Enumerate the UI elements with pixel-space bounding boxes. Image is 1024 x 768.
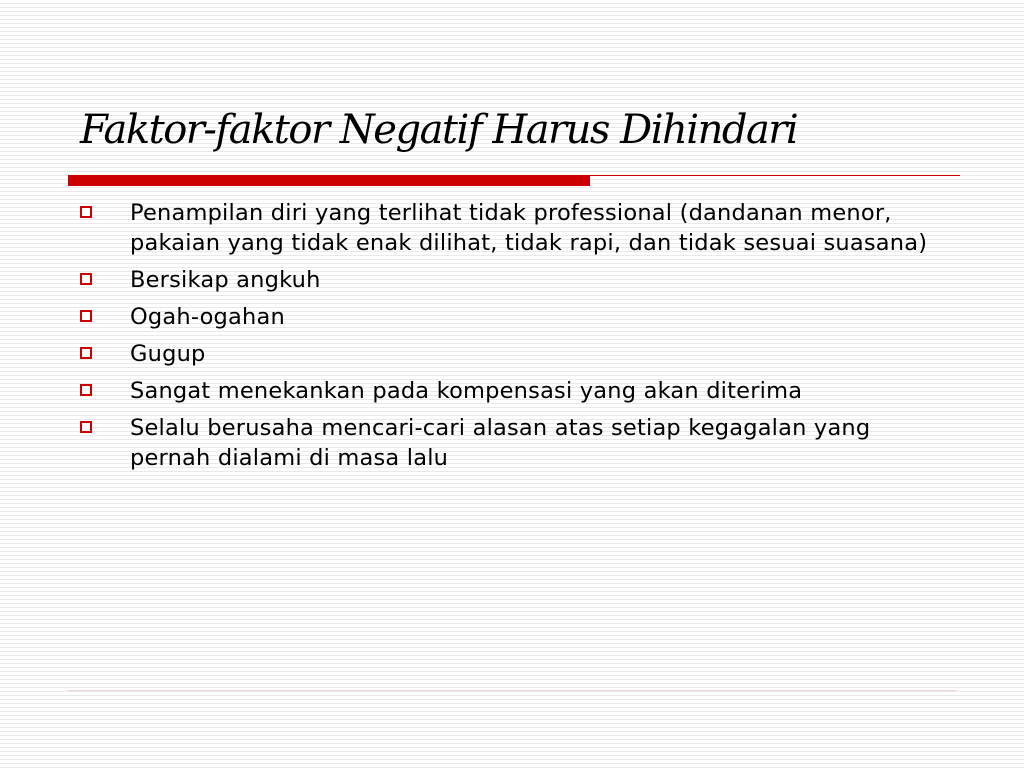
bullet-text: Ogah-ogahan xyxy=(130,304,285,330)
bullet-item xyxy=(76,198,956,258)
square-bullet-icon xyxy=(80,421,92,433)
square-bullet-icon xyxy=(80,347,92,359)
footer-divider xyxy=(68,690,956,691)
slide-title: Faktor-faktor Negatif Harus Dihindari xyxy=(80,107,798,153)
square-bullet-icon xyxy=(80,206,92,218)
bullet-text: Gugup xyxy=(130,341,206,367)
bullet-text: Penampilan diri yang terlihat tidak professional (dandanan menor, pakaian yang tidak enak dilihat, tidak rapi, dan tidak sesuai suasana) xyxy=(130,200,928,256)
square-bullet-icon xyxy=(80,384,92,396)
bullet-item xyxy=(76,413,956,473)
bullet-list xyxy=(76,198,956,480)
bullet-text: Selalu berusaha mencari-cari alasan atas setiap kegagalan yang pernah dialami di masa lalu xyxy=(130,415,871,471)
bullet-item xyxy=(76,265,956,295)
title-underline-thin xyxy=(590,175,960,176)
bullet-text: Bersikap angkuh xyxy=(130,267,321,293)
square-bullet-icon xyxy=(80,273,92,285)
title-underline-thick xyxy=(68,175,590,186)
bullet-item xyxy=(76,302,956,332)
square-bullet-icon xyxy=(80,310,92,322)
bullet-text: Sangat menekankan pada kompensasi yang akan diterima xyxy=(130,378,803,404)
bullet-item xyxy=(76,339,956,369)
bullet-item xyxy=(76,376,956,406)
